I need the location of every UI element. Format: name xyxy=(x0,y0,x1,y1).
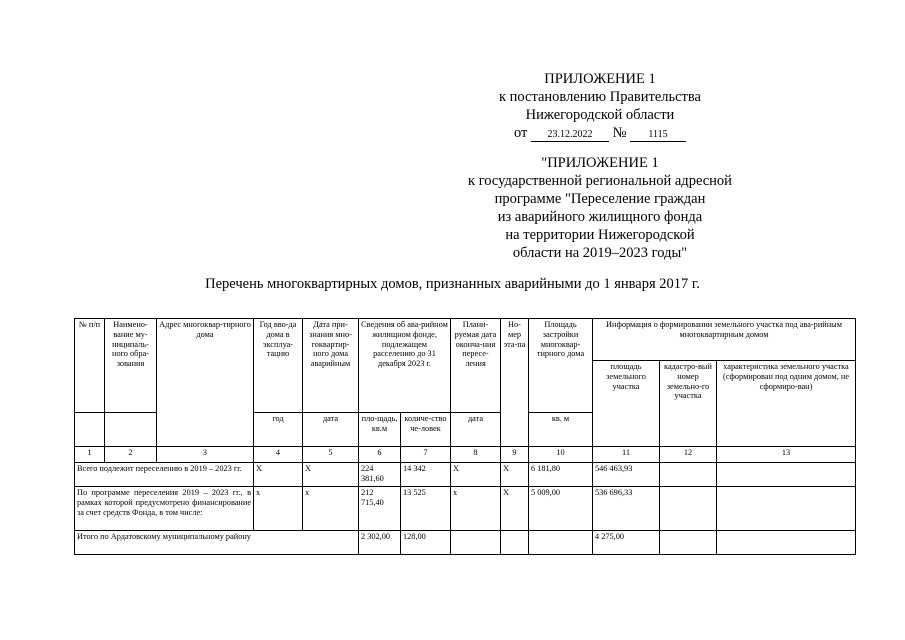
column-number-2: 2 xyxy=(105,447,157,463)
decree-line-2: Нижегородской области xyxy=(525,107,675,123)
decree-appendix-header xyxy=(398,70,802,142)
column-number-7: 7 xyxy=(401,447,451,463)
decree-number: 1115 xyxy=(630,129,686,142)
row-date: X xyxy=(303,463,359,487)
table-row xyxy=(75,487,856,531)
table-row xyxy=(75,463,856,487)
header-col-housing-info: Сведения об ава-рийном жилищном фонде, подлежащем расселению до 31 декабря 2023 г. xyxy=(359,319,451,413)
row-characteristic xyxy=(717,463,856,487)
row-area: 2 302,00 xyxy=(359,531,401,555)
emergency-housing-table xyxy=(74,318,856,555)
program-line-4: на территории Нижегородской xyxy=(505,227,695,243)
program-line-3: из аварийного жилищного фонда xyxy=(497,209,703,225)
row-label: Всего подлежит переселению в 2019 – 2023 гг. xyxy=(75,463,254,487)
decree-date: 23.12.2022 xyxy=(531,129,609,142)
program-appendix-header xyxy=(398,154,802,262)
row-label: По программе переселения 2019 – 2023 гг., в рамках которой предусмотрено финансирование за счет средств Фонда, в том числе: xyxy=(75,487,254,531)
header-col-cadastral: кадастро-вый номер земельно-го участка xyxy=(660,361,717,447)
row-area: 212 715,40 xyxy=(359,487,401,531)
row-people: 13 525 xyxy=(401,487,451,531)
header-col-land-characteristic: характеристика земельного участка (сформирован под одним домом, не сформиро-ван) xyxy=(717,361,856,447)
program-line-1: к государственной региональной адресной xyxy=(468,173,732,189)
row-cadastral xyxy=(660,531,717,555)
row-land-area: 546 463,93 xyxy=(593,463,660,487)
column-number-8: 8 xyxy=(451,447,501,463)
column-number-1: 1 xyxy=(75,447,105,463)
column-number-6: 6 xyxy=(359,447,401,463)
row-stage: X xyxy=(501,463,529,487)
row-year: X xyxy=(254,463,303,487)
unit-empty-1 xyxy=(75,413,105,447)
unit-date: дата xyxy=(303,413,359,447)
header-col-land-area: площадь земельного участка xyxy=(593,361,660,447)
decree-date-number-line xyxy=(398,124,802,142)
unit-people: количе-ство че-ловек xyxy=(401,413,451,447)
header-col-stage: Но-мер эта-па xyxy=(501,319,529,447)
program-line-2: программе "Переселение граждан xyxy=(494,191,706,207)
column-number-12: 12 xyxy=(660,447,717,463)
program-line-5: области на 2019–2023 годы" xyxy=(512,245,688,261)
row-people: 14 342 xyxy=(401,463,451,487)
column-number-13: 13 xyxy=(717,447,856,463)
date-prefix: от xyxy=(513,125,528,141)
row-building-area: 6 181,80 xyxy=(529,463,593,487)
document-title: Перечень многоквартирных домов, признанных аварийными до 1 января 2017 г. xyxy=(205,276,700,292)
row-end-date xyxy=(451,531,501,555)
header-col-planned-end: Плани-руемая дата оконча-ния пересе-ления xyxy=(451,319,501,413)
column-number-10: 10 xyxy=(529,447,593,463)
row-date: x xyxy=(303,487,359,531)
row-land-area: 4 275,00 xyxy=(593,531,660,555)
row-land-area: 536 696,33 xyxy=(593,487,660,531)
row-stage: X xyxy=(501,487,529,531)
program-appendix-title: "ПРИЛОЖЕНИЕ 1 xyxy=(541,155,659,171)
row-label: Итого по Ардатовскому муниципальному району xyxy=(75,531,359,555)
row-area: 224 381,60 xyxy=(359,463,401,487)
row-end-date: x xyxy=(451,487,501,531)
header-col-year: Год вво-да дома в эксплуа-тацию xyxy=(254,319,303,413)
header-col-number: № п/п xyxy=(75,319,105,413)
number-sign: № xyxy=(612,125,627,141)
column-number-3: 3 xyxy=(157,447,254,463)
row-end-date: X xyxy=(451,463,501,487)
column-number-4: 4 xyxy=(254,447,303,463)
column-number-11: 11 xyxy=(593,447,660,463)
column-number-9: 9 xyxy=(501,447,529,463)
unit-empty-2 xyxy=(105,413,157,447)
row-characteristic xyxy=(717,531,856,555)
decree-line-1: к постановлению Правительства xyxy=(499,89,701,105)
header-col-municipality: Наимено-вание му-ниципаль-ного обра-зования xyxy=(105,319,157,413)
header-col-land-info: Информация о формировании земельного участка под ава-рийным многоквартирным домом xyxy=(593,319,856,361)
row-cadastral xyxy=(660,463,717,487)
row-characteristic xyxy=(717,487,856,531)
unit-building-area: кв. м xyxy=(529,413,593,447)
row-stage xyxy=(501,531,529,555)
column-number-5: 5 xyxy=(303,447,359,463)
header-col-building-area: Площадь застройки многоквар-тирного дома xyxy=(529,319,593,413)
unit-year: год xyxy=(254,413,303,447)
table-row xyxy=(75,531,856,555)
header-col-address: Адрес многоквар-тирного дома xyxy=(157,319,254,447)
unit-end-date: дата xyxy=(451,413,501,447)
row-year: x xyxy=(254,487,303,531)
row-building-area: 5 009,00 xyxy=(529,487,593,531)
appendix-title: ПРИЛОЖЕНИЕ 1 xyxy=(544,71,656,87)
row-cadastral xyxy=(660,487,717,531)
row-people: 128,00 xyxy=(401,531,451,555)
header-col-recognition-date: Дата при-знания мно-гоквартир-ного дома аварийным xyxy=(303,319,359,413)
row-building-area xyxy=(529,531,593,555)
unit-area: пло-щадь, кв.м xyxy=(359,413,401,447)
